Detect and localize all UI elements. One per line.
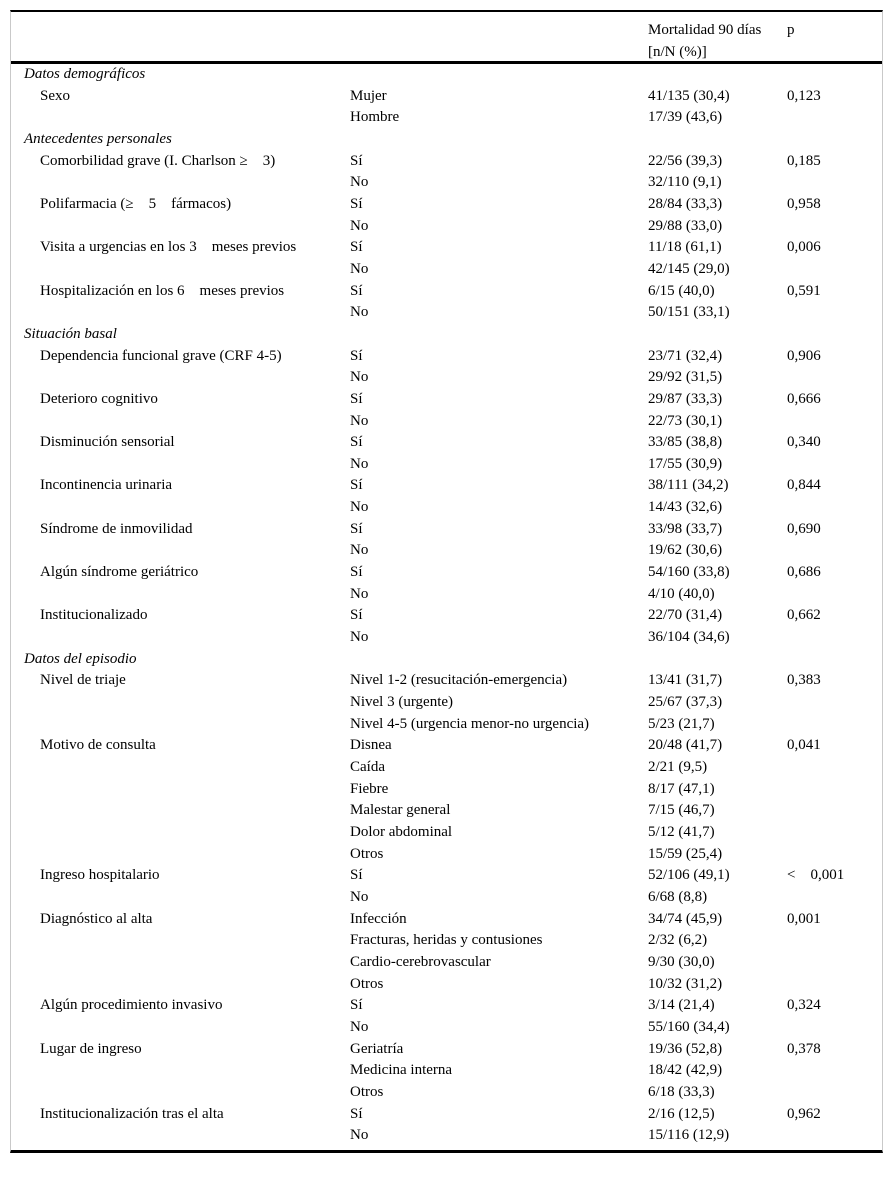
row-p-cell bbox=[787, 887, 882, 909]
row-p-cell bbox=[787, 367, 882, 389]
table-row bbox=[11, 237, 882, 259]
row-variable-cell bbox=[11, 302, 350, 324]
row-p-cell: 0,844 bbox=[787, 477, 821, 494]
table-row bbox=[11, 800, 882, 822]
row-p-cell: 0,690 bbox=[787, 520, 821, 537]
row-value-cell: No bbox=[350, 455, 369, 472]
row-value-cell: No bbox=[350, 304, 369, 321]
table-row bbox=[11, 1104, 882, 1126]
row-mortality-cell: 55/160 (34,4) bbox=[648, 1018, 730, 1035]
row-mortality-cell: 19/62 (30,6) bbox=[648, 542, 723, 559]
row-variable-cell bbox=[11, 259, 350, 281]
row-p-cell bbox=[787, 930, 882, 952]
table-row bbox=[11, 974, 882, 996]
row-p-cell bbox=[787, 974, 882, 996]
row-variable-cell: Ingreso hospitalario bbox=[40, 867, 160, 884]
row-variable-cell: Síndrome de inmovilidad bbox=[40, 520, 193, 537]
row-mortality-cell: 2/21 (9,5) bbox=[648, 759, 708, 775]
header-mortality-line2: [n/N (%)] bbox=[648, 44, 707, 60]
row-p-cell bbox=[787, 692, 882, 714]
row-variable-cell: Institucionalizado bbox=[40, 607, 148, 624]
row-mortality-cell: 7/15 (46,7) bbox=[648, 802, 715, 819]
row-mortality-cell: 8/17 (47,1) bbox=[648, 780, 715, 797]
row-value-cell: Cardio-cerebrovascular bbox=[350, 953, 491, 970]
row-mortality-cell: 28/84 (33,3) bbox=[648, 195, 723, 212]
row-value-cell: Sí bbox=[350, 239, 363, 256]
row-value-cell: Dolor abdominal bbox=[350, 823, 453, 840]
row-variable-cell bbox=[11, 887, 350, 909]
table-row bbox=[11, 497, 882, 519]
row-mortality-cell: 2/32 (6,2) bbox=[648, 932, 708, 949]
row-mortality-cell: 9/30 (30,0) bbox=[648, 953, 715, 970]
table-row bbox=[11, 346, 882, 368]
row-p-cell bbox=[787, 454, 882, 476]
table-header-row bbox=[11, 12, 882, 64]
header-mortality-column bbox=[648, 19, 787, 61]
row-mortality-cell: 22/70 (31,4) bbox=[648, 607, 723, 624]
row-mortality-cell: 32/110 (9,1) bbox=[648, 174, 722, 191]
row-variable-cell bbox=[11, 367, 350, 389]
row-p-cell bbox=[787, 411, 882, 433]
row-variable-cell: Comorbilidad grave (I. Charlson ≥ 3) bbox=[40, 152, 276, 169]
row-p-cell: 0,906 bbox=[787, 347, 821, 364]
row-value-cell: Fracturas, heridas y contusiones bbox=[350, 932, 543, 949]
row-mortality-cell: 33/98 (33,7) bbox=[648, 520, 723, 537]
row-p-cell: 0,662 bbox=[787, 607, 821, 624]
table-row bbox=[11, 1060, 882, 1082]
row-mortality-cell: 20/48 (41,7) bbox=[648, 737, 723, 754]
table-row bbox=[11, 107, 882, 129]
row-variable-cell bbox=[11, 714, 350, 736]
row-p-cell bbox=[787, 1017, 882, 1039]
row-mortality-cell: 17/39 (43,6) bbox=[648, 109, 723, 126]
table-row bbox=[11, 757, 882, 779]
row-p-cell: 0,378 bbox=[787, 1040, 821, 1057]
table-row bbox=[11, 259, 882, 281]
row-mortality-cell: 42/145 (29,0) bbox=[648, 260, 730, 277]
row-value-cell: Sí bbox=[350, 997, 363, 1014]
row-p-cell: 0,591 bbox=[787, 282, 821, 299]
table-row bbox=[11, 779, 882, 801]
table-row bbox=[11, 302, 882, 324]
row-mortality-cell: 6/68 (8,8) bbox=[648, 888, 708, 905]
row-value-cell: No bbox=[350, 369, 369, 386]
row-value-cell: Malestar general bbox=[350, 802, 451, 819]
row-p-cell: 0,324 bbox=[787, 997, 821, 1014]
header-value-column-spacer bbox=[350, 19, 648, 61]
results-table bbox=[10, 10, 883, 1153]
row-mortality-cell: 23/71 (32,4) bbox=[648, 347, 723, 364]
table-row bbox=[11, 367, 882, 389]
row-variable-cell bbox=[11, 800, 350, 822]
row-value-cell: Medicina interna bbox=[350, 1062, 453, 1079]
section-header-row: Datos demográficos bbox=[24, 66, 146, 82]
row-value-cell: No bbox=[350, 629, 369, 646]
row-variable-cell bbox=[11, 216, 350, 238]
row-value-cell: No bbox=[350, 260, 369, 277]
row-variable-cell bbox=[11, 974, 350, 996]
row-p-cell: 0,006 bbox=[787, 239, 821, 256]
table-row bbox=[11, 1039, 882, 1061]
row-value-cell: No bbox=[350, 888, 369, 905]
row-variable-cell bbox=[11, 1017, 350, 1039]
row-value-cell: Sí bbox=[350, 195, 363, 212]
row-variable-cell bbox=[11, 454, 350, 476]
row-mortality-cell: 5/23 (21,7) bbox=[648, 715, 715, 732]
row-mortality-cell: 10/32 (31,2) bbox=[648, 975, 723, 992]
row-value-cell: Sí bbox=[350, 564, 363, 581]
table-row bbox=[11, 822, 882, 844]
table-row bbox=[11, 194, 882, 216]
row-p-cell bbox=[787, 779, 882, 801]
row-mortality-cell: 14/43 (32,6) bbox=[648, 499, 723, 516]
row-value-cell: Sí bbox=[350, 390, 363, 407]
row-variable-cell: Visita a urgencias en los 3 meses previos bbox=[40, 239, 297, 256]
row-variable-cell: Deterioro cognitivo bbox=[40, 390, 158, 407]
row-value-cell: Sí bbox=[350, 152, 363, 169]
row-variable-cell: Institucionalización tras el alta bbox=[40, 1105, 224, 1122]
section-header-row: Situación basal bbox=[24, 325, 117, 342]
row-variable-cell bbox=[11, 1060, 350, 1082]
table-row bbox=[11, 670, 882, 692]
row-value-cell: Sí bbox=[350, 282, 363, 299]
row-variable-cell bbox=[11, 497, 350, 519]
table-row bbox=[11, 735, 882, 757]
row-variable-cell bbox=[11, 844, 350, 866]
row-value-cell: Disnea bbox=[350, 737, 392, 754]
row-p-cell bbox=[787, 952, 882, 974]
table-row bbox=[11, 216, 882, 238]
row-variable-cell: Motivo de consulta bbox=[40, 737, 156, 754]
row-mortality-cell: 13/41 (31,7) bbox=[648, 672, 723, 689]
table-row bbox=[11, 887, 882, 909]
row-value-cell: Geriatría bbox=[350, 1040, 404, 1057]
row-value-cell: Otros bbox=[350, 845, 384, 862]
row-variable-cell bbox=[11, 627, 350, 649]
row-p-cell bbox=[787, 844, 882, 866]
section-header-row: Antecedentes personales bbox=[24, 130, 172, 147]
table-row bbox=[11, 692, 882, 714]
row-value-cell: Otros bbox=[350, 1083, 384, 1100]
row-value-cell: Fiebre bbox=[350, 780, 389, 797]
row-mortality-cell: 54/160 (33,8) bbox=[648, 564, 730, 581]
row-value-cell: Sí bbox=[350, 434, 363, 451]
row-mortality-cell: 3/14 (21,4) bbox=[648, 997, 715, 1014]
row-p-cell: 0,041 bbox=[787, 737, 821, 754]
row-value-cell: Sí bbox=[350, 1105, 363, 1122]
row-variable-cell bbox=[11, 779, 350, 801]
row-p-cell bbox=[787, 627, 882, 649]
table-row bbox=[11, 952, 882, 974]
table-row bbox=[11, 411, 882, 433]
table-row bbox=[11, 1125, 882, 1147]
row-mortality-cell: 29/88 (33,0) bbox=[648, 217, 723, 234]
row-value-cell: No bbox=[350, 542, 369, 559]
row-variable-cell: Disminución sensorial bbox=[40, 434, 175, 451]
row-value-cell: No bbox=[350, 217, 369, 234]
row-mortality-cell: 22/73 (30,1) bbox=[648, 412, 723, 429]
row-p-cell: 0,123 bbox=[787, 87, 821, 104]
row-mortality-cell: 29/87 (33,3) bbox=[648, 390, 723, 407]
row-mortality-cell: 6/15 (40,0) bbox=[648, 282, 715, 299]
row-mortality-cell: 41/135 (30,4) bbox=[648, 87, 730, 104]
row-p-cell bbox=[787, 1060, 882, 1082]
row-p-cell: 0,185 bbox=[787, 152, 821, 169]
row-p-cell: 0,001 bbox=[787, 910, 821, 927]
row-variable-cell: Sexo bbox=[40, 87, 70, 104]
row-p-cell: 0,958 bbox=[787, 195, 821, 212]
row-value-cell: Sí bbox=[350, 477, 363, 494]
table-row bbox=[11, 281, 882, 303]
table-row bbox=[11, 151, 882, 173]
row-mortality-cell: 11/18 (61,1) bbox=[648, 239, 722, 256]
row-variable-cell bbox=[11, 952, 350, 974]
row-value-cell: No bbox=[350, 412, 369, 429]
table-row bbox=[11, 432, 882, 454]
row-variable-cell: Hospitalización en los 6 meses previos bbox=[40, 282, 285, 299]
table-row bbox=[11, 714, 882, 736]
row-value-cell: Mujer bbox=[350, 87, 387, 104]
row-mortality-cell: 15/116 (12,9) bbox=[648, 1127, 730, 1144]
table-row bbox=[11, 86, 882, 108]
table-row bbox=[11, 605, 882, 627]
table-row bbox=[11, 584, 882, 606]
table-row bbox=[11, 172, 882, 194]
table-row bbox=[11, 454, 882, 476]
row-mortality-cell: 18/42 (42,9) bbox=[648, 1062, 723, 1079]
row-variable-cell: Lugar de ingreso bbox=[40, 1040, 142, 1057]
row-mortality-cell: 4/10 (40,0) bbox=[648, 585, 715, 602]
row-mortality-cell: 52/106 (49,1) bbox=[648, 867, 730, 884]
row-value-cell: Hombre bbox=[350, 109, 400, 126]
row-variable-cell bbox=[11, 822, 350, 844]
row-mortality-cell: 5/12 (41,7) bbox=[648, 823, 715, 840]
row-value-cell: Caída bbox=[350, 759, 385, 775]
row-p-cell bbox=[787, 172, 882, 194]
row-variable-cell: Nivel de triaje bbox=[40, 672, 126, 689]
row-variable-cell bbox=[11, 411, 350, 433]
table-row bbox=[11, 389, 882, 411]
row-value-cell: Sí bbox=[350, 607, 363, 624]
table-row bbox=[11, 865, 882, 887]
row-value-cell: No bbox=[350, 499, 369, 516]
row-variable-cell bbox=[11, 757, 350, 779]
row-p-cell: 0,340 bbox=[787, 434, 821, 451]
row-p-cell bbox=[787, 302, 882, 324]
row-p-cell bbox=[787, 714, 882, 736]
row-value-cell: Sí bbox=[350, 520, 363, 537]
table-row bbox=[11, 627, 882, 649]
row-p-cell bbox=[787, 757, 882, 779]
table-row bbox=[11, 930, 882, 952]
header-variable-column-spacer bbox=[11, 19, 350, 61]
row-variable-cell bbox=[11, 1082, 350, 1104]
row-variable-cell: Algún síndrome geriátrico bbox=[40, 564, 199, 581]
row-value-cell: No bbox=[350, 585, 369, 602]
table-row bbox=[11, 995, 882, 1017]
row-p-cell bbox=[787, 259, 882, 281]
row-value-cell: No bbox=[350, 1127, 369, 1144]
row-variable-cell bbox=[11, 692, 350, 714]
table-row bbox=[11, 909, 882, 931]
row-value-cell: Otros bbox=[350, 975, 384, 992]
row-mortality-cell: 17/55 (30,9) bbox=[648, 455, 723, 472]
row-mortality-cell: 29/92 (31,5) bbox=[648, 369, 723, 386]
row-mortality-cell: 19/36 (52,8) bbox=[648, 1040, 723, 1057]
row-variable-cell bbox=[11, 107, 350, 129]
row-p-cell: 0,962 bbox=[787, 1105, 821, 1122]
row-p-cell bbox=[787, 497, 882, 519]
section-header-row: Datos del episodio bbox=[24, 650, 137, 667]
row-mortality-cell: 25/67 (37,3) bbox=[648, 694, 723, 711]
table-row bbox=[11, 1017, 882, 1039]
row-mortality-cell: 33/85 (38,8) bbox=[648, 434, 723, 451]
row-p-cell bbox=[787, 1082, 882, 1104]
row-value-cell: Nivel 4-5 (urgencia menor-no urgencia) bbox=[350, 715, 590, 732]
row-value-cell: Infección bbox=[350, 910, 407, 927]
header-p-column: p bbox=[787, 22, 795, 38]
row-p-cell: < 0,001 bbox=[787, 867, 845, 884]
row-mortality-cell: 2/16 (12,5) bbox=[648, 1105, 715, 1122]
row-mortality-cell: 38/111 (34,2) bbox=[648, 477, 729, 494]
table-body bbox=[11, 64, 882, 1150]
row-variable-cell bbox=[11, 584, 350, 606]
row-mortality-cell: 15/59 (25,4) bbox=[648, 845, 723, 862]
row-p-cell: 0,383 bbox=[787, 672, 821, 689]
row-variable-cell bbox=[11, 172, 350, 194]
table-row bbox=[11, 519, 882, 541]
row-p-cell bbox=[787, 216, 882, 238]
row-value-cell: Sí bbox=[350, 347, 363, 364]
row-mortality-cell: 6/18 (33,3) bbox=[648, 1083, 715, 1100]
row-variable-cell bbox=[11, 540, 350, 562]
row-variable-cell: Algún procedimiento invasivo bbox=[40, 997, 223, 1014]
row-p-cell bbox=[787, 540, 882, 562]
row-p-cell bbox=[787, 107, 882, 129]
row-value-cell: Sí bbox=[350, 867, 363, 884]
row-p-cell: 0,686 bbox=[787, 564, 821, 581]
row-variable-cell: Polifarmacia (≥ 5 fármacos) bbox=[40, 195, 232, 212]
row-p-cell bbox=[787, 822, 882, 844]
row-value-cell: Nivel 1-2 (resucitación-emergencia) bbox=[350, 672, 568, 689]
row-variable-cell bbox=[11, 1125, 350, 1147]
row-mortality-cell: 36/104 (34,6) bbox=[648, 629, 730, 646]
table-row bbox=[11, 540, 882, 562]
row-mortality-cell: 34/74 (45,9) bbox=[648, 910, 723, 927]
header-mortality-line1: Mortalidad 90 días bbox=[648, 22, 762, 38]
row-mortality-cell: 22/56 (39,3) bbox=[648, 152, 723, 169]
row-mortality-cell: 50/151 (33,1) bbox=[648, 304, 730, 321]
row-variable-cell: Dependencia funcional grave (CRF 4-5) bbox=[40, 347, 282, 364]
row-value-cell: No bbox=[350, 1018, 369, 1035]
table-row bbox=[11, 844, 882, 866]
row-p-cell bbox=[787, 1125, 882, 1147]
row-variable-cell: Diagnóstico al alta bbox=[40, 910, 153, 927]
row-variable-cell: Incontinencia urinaria bbox=[40, 477, 173, 494]
row-p-cell bbox=[787, 584, 882, 606]
row-p-cell: 0,666 bbox=[787, 390, 821, 407]
row-value-cell: No bbox=[350, 174, 369, 191]
table-row bbox=[11, 562, 882, 584]
table-row bbox=[11, 475, 882, 497]
row-p-cell bbox=[787, 800, 882, 822]
row-variable-cell bbox=[11, 930, 350, 952]
row-value-cell: Nivel 3 (urgente) bbox=[350, 694, 454, 711]
table-row bbox=[11, 1082, 882, 1104]
